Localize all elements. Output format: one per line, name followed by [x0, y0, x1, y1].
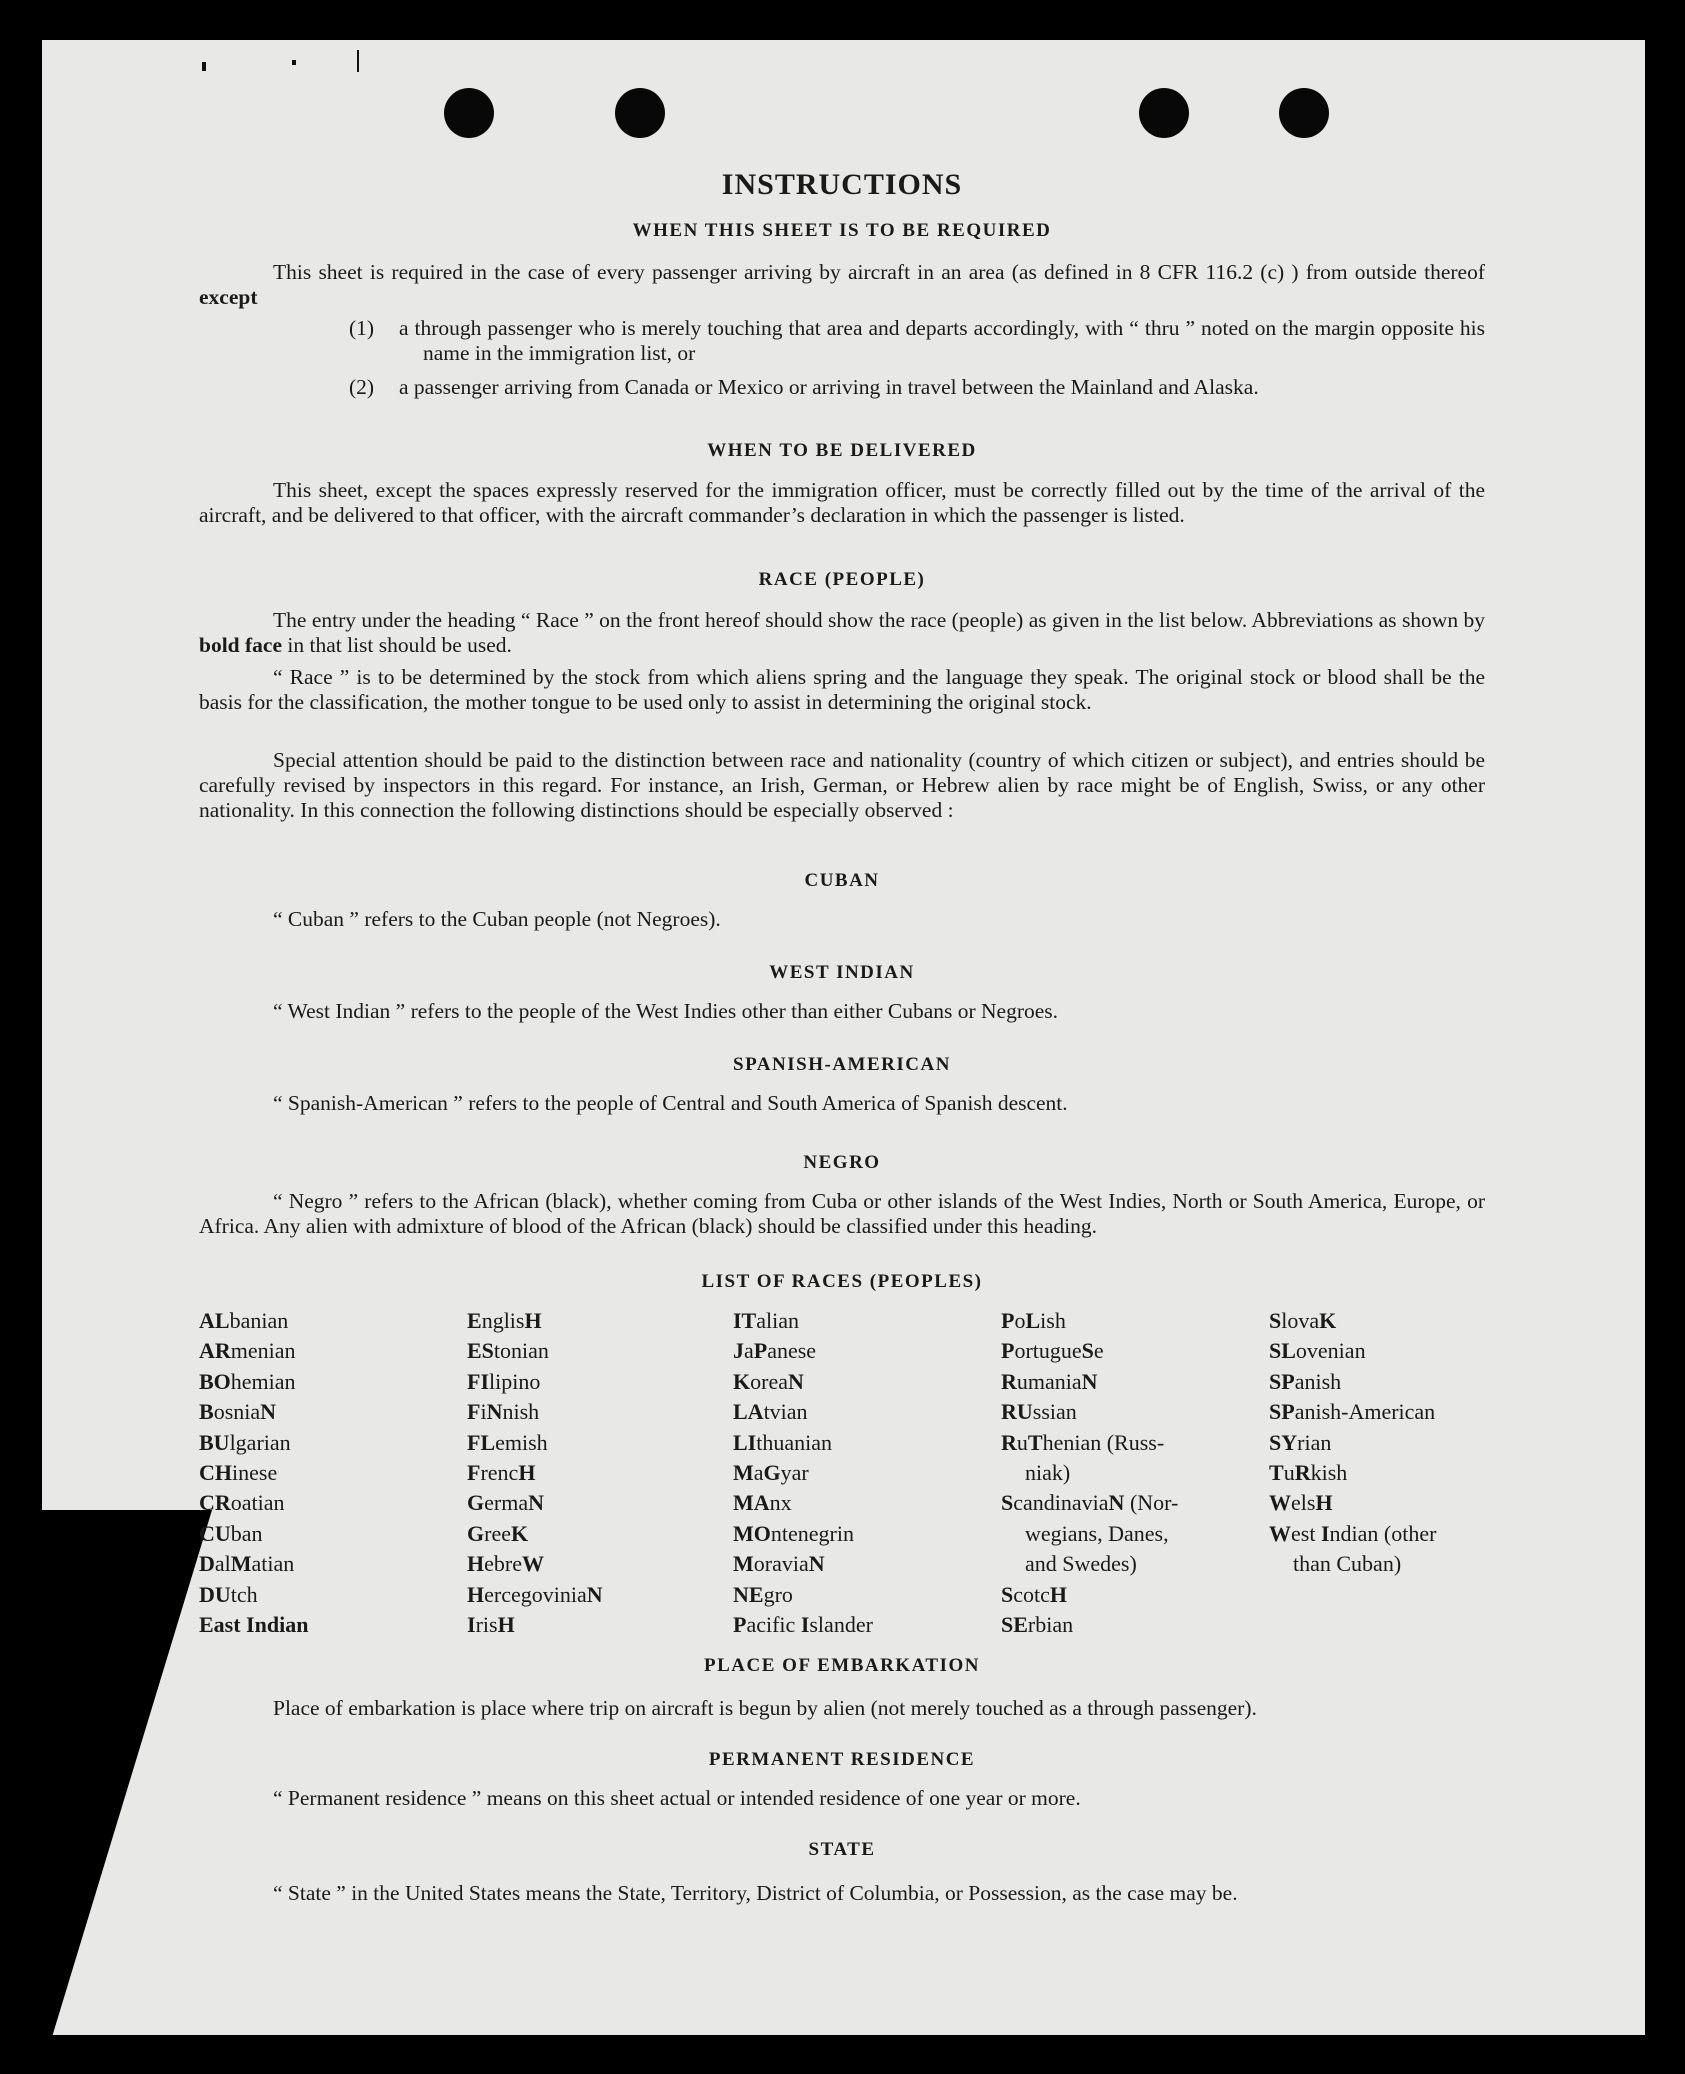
race-entry: HebreW: [467, 1551, 544, 1577]
heading-negro: NEGRO: [803, 1152, 881, 1173]
race-entry: JaPanese: [733, 1338, 817, 1364]
paragraph-race-3: Special attention should be paid to the distinction between race and nationality (country of which citizen or subject), and entries should be carefully revised by inspectors in this regard. For instance, an Irish, German, or Hebrew alien by race might be of English, Swiss, or any other nationality. In this connection the following distinctions should be especially observed :: [199, 748, 1485, 822]
race-entry: ITalian: [733, 1308, 800, 1333]
race-entry: LIthuanian: [733, 1429, 833, 1455]
race-entry: and Swedes): [1025, 1551, 1137, 1577]
heading-permanent-residence: PERMANENT RESIDENCE: [708, 1749, 976, 1770]
race-entry: RuThenian (Russ-: [1001, 1429, 1165, 1455]
race-entry: SErbian: [1001, 1612, 1074, 1638]
race-entry: GermaN: [467, 1490, 544, 1516]
heading-race: RACE (PEOPLE): [758, 569, 926, 590]
race-entry: FiNnish: [467, 1399, 540, 1425]
race-entry: FLemish: [467, 1429, 548, 1455]
race-entry: SPanish-American: [1269, 1399, 1436, 1425]
race-entry: DalMatian: [199, 1551, 295, 1577]
list-item: (1) a through passenger who is merely touching that area and departs accordingly, with “ thru ” noted on the margin opposite his name in the immigration list, or: [349, 316, 1485, 365]
heading-state: STATE: [808, 1839, 876, 1860]
race-entry: DUtch: [199, 1581, 258, 1607]
race-entry: LAtvian: [733, 1399, 808, 1425]
race-entry: FrencH: [467, 1460, 536, 1486]
torn-corner: [42, 1510, 212, 2070]
speck: [202, 62, 206, 71]
race-entry: FIlipino: [467, 1368, 541, 1394]
race-entry: wegians, Danes,: [1025, 1520, 1169, 1546]
race-column: [1001, 1306, 1178, 1640]
race-entry: MAnx: [733, 1490, 792, 1516]
race-entry: PoLish: [1001, 1308, 1066, 1333]
paragraph-race-1: The entry under the heading “ Race ” on the front hereof should show the race (people) as given in the list below. Abbreviations as shown by bold face in that list should be used.: [199, 608, 1485, 657]
race-column: [467, 1306, 603, 1640]
punch-hole: [1279, 88, 1329, 138]
paragraph-embarkation: Place of embarkation is place where trip on aircraft is begun by alien (not merely touched as a through passenger).: [273, 1696, 1257, 1720]
heading-cuban: CUBAN: [804, 870, 880, 891]
page-title: INSTRUCTIONS: [721, 168, 963, 201]
speck: [357, 50, 359, 72]
race-entry: RUssian: [1001, 1399, 1077, 1425]
race-entry: RumaniaN: [1001, 1368, 1098, 1394]
race-entry: BUlgarian: [199, 1429, 291, 1455]
paragraph-race-2: “ Race ” is to be determined by the stock from which aliens spring and the language they speak. The original stock or blood shall be the basis for the classification, the mother tongue to be used only to assist in determining the original stock.: [199, 665, 1485, 714]
race-entry: ScotcH: [1001, 1581, 1068, 1607]
heading-when-delivered: WHEN TO BE DELIVERED: [707, 440, 977, 461]
race-entry: West Indian (other: [1269, 1520, 1437, 1546]
race-entry: MOntenegrin: [733, 1520, 854, 1546]
punch-hole: [615, 88, 665, 138]
race-entry: Pacific Islander: [733, 1612, 873, 1638]
race-entry: CRoatian: [199, 1490, 285, 1516]
paragraph-when-delivered: This sheet, except the spaces expressly reserved for the immigration officer, must be correctly filled out by the time of the arrival of the aircraft, and be delivered to that officer, with the aircraft commander’s declaration in which the passenger is listed.: [199, 478, 1485, 527]
race-entry: BosniaN: [199, 1399, 277, 1425]
race-entry: MoraviaN: [733, 1551, 825, 1577]
race-entry: SLovenian: [1269, 1338, 1366, 1364]
heading-list-of-races: LIST OF RACES (PEOPLES): [701, 1271, 983, 1292]
race-entry: CUban: [199, 1520, 263, 1546]
race-entry: ALbanian: [199, 1308, 289, 1333]
race-entry: SYrian: [1269, 1429, 1332, 1455]
race-entry: NEgro: [733, 1581, 793, 1607]
punch-hole: [444, 88, 494, 138]
race-entry: PortugueSe: [1001, 1338, 1104, 1364]
race-entry: EStonian: [467, 1338, 549, 1364]
paragraph-permanent-residence: “ Permanent residence ” means on this sheet actual or intended residence of one year or more.: [273, 1786, 1081, 1810]
race-entry: niak): [1025, 1460, 1071, 1486]
race-entry: ScandinaviaN (Nor-: [1001, 1490, 1179, 1516]
race-entry: SPanish: [1269, 1368, 1342, 1394]
race-entry: HercegoviniaN: [467, 1581, 603, 1607]
paragraph-west-indian: “ West Indian ” refers to the people of the West Indies other than either Cubans or Negroes.: [273, 999, 1059, 1023]
paragraph-negro: “ Negro ” refers to the African (black), whether coming from Cuba or other islands of the West Indies, North or South America, Europe, or Africa. Any alien with admixture of blood of the African (black) should be classified under this heading.: [199, 1189, 1485, 1238]
heading-when-required: WHEN THIS SHEET IS TO BE REQUIRED: [632, 220, 1052, 241]
punch-hole: [1139, 88, 1189, 138]
paragraph-spanish-american: “ Spanish-American ” refers to the people of Central and South America of Spanish descent.: [273, 1091, 1068, 1115]
race-entry: EnglisH: [467, 1308, 542, 1333]
race-column: [1269, 1306, 1436, 1580]
race-list: [199, 1306, 1485, 1636]
list-item: (2) a passenger arriving from Canada or Mexico or arriving in travel between the Mainland and Alaska.: [349, 375, 1259, 399]
race-entry: WelsH: [1269, 1490, 1333, 1516]
heading-west-indian: WEST INDIAN: [769, 962, 915, 983]
race-entry: KoreaN: [733, 1368, 804, 1394]
race-entry: East Indian: [199, 1612, 309, 1638]
race-entry: IrisH: [467, 1612, 515, 1638]
race-entry: than Cuban): [1293, 1551, 1402, 1577]
paragraph-cuban: “ Cuban ” refers to the Cuban people (not Negroes).: [273, 907, 721, 931]
race-entry: CHinese: [199, 1460, 278, 1486]
race-entry: TuRkish: [1269, 1460, 1348, 1486]
race-column: [199, 1306, 308, 1640]
speck: [292, 60, 296, 65]
paragraph-when-required: This sheet is required in the case of every passenger arriving by aircraft in an area (as defined in 8 CFR 116.2 (c) ) from outside thereof except: [199, 260, 1485, 309]
race-entry: MaGyar: [733, 1460, 809, 1486]
heading-embarkation: PLACE OF EMBARKATION: [704, 1655, 980, 1676]
race-entry: GreeK: [467, 1520, 529, 1546]
heading-spanish-american: SPANISH-AMERICAN: [733, 1054, 951, 1075]
race-entry: SlovaK: [1269, 1308, 1337, 1333]
race-entry: ARmenian: [199, 1338, 296, 1364]
race-entry: BOhemian: [199, 1368, 296, 1394]
paragraph-state: “ State ” in the United States means the State, Territory, District of Columbia, or Possession, as the case may be.: [273, 1881, 1238, 1905]
race-column: [733, 1306, 873, 1640]
